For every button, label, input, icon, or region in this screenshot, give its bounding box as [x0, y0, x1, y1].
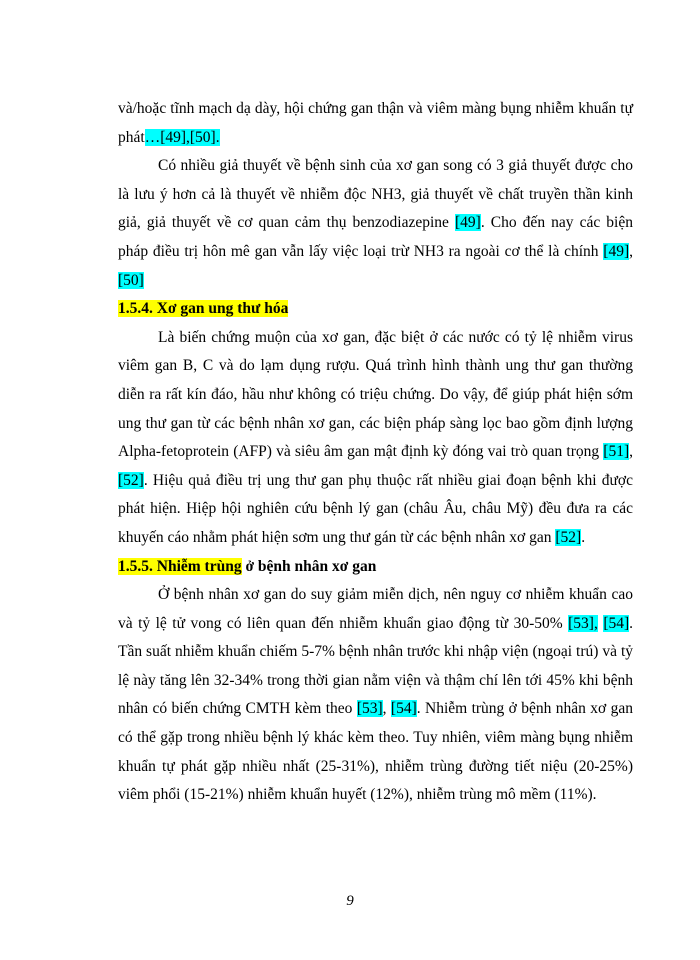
paragraph-text: ,: [382, 700, 391, 718]
citation: [51]: [603, 443, 630, 461]
paragraph-text: Là biến chứng muộn của xơ gan, đặc biệt ở các nước có tỷ lệ nhiễm virus viêm gan B, C và do lạm dụng rượu. Quá trình hình thành ung thư gan thường diễn ra rất kín đáo, hầu như không có triệu chứng. Do vậy, để giúp phát hiện sớm ung thư gan từ các bệnh nhân xơ gan, các biện pháp sàng lọc bao gồm định lượng Alpha-fetoprotein (AFP) và siêu âm gan mật định kỳ đóng vai trò quan trọng: [118, 328, 633, 461]
citation: [54]: [603, 614, 630, 632]
paragraph-text: Ở bệnh nhân xơ gan do suy giảm miễn dịch, nên nguy cơ nhiễm khuẩn cao và tỷ lệ tử vong có liên quan đến nhiễm khuẩn giao động từ 30-50%: [118, 586, 633, 632]
citation: [53],: [568, 614, 598, 632]
paragraph-text: ,: [629, 443, 633, 461]
citation: [53]: [356, 700, 383, 718]
section-heading-1-5-5: [118, 553, 633, 582]
citation: [49]: [455, 214, 481, 232]
citation: [52]: [118, 471, 144, 489]
paragraph-text: Có nhiều giả thuyết về bệnh sinh của xơ gan song có 3 giả thuyết được cho là lưu ý hơn cả là thuyết về nhiễm độc NH3, giả thuyết về chất truyền thần kinh giả, giả thuyết về cơ quan cảm thụ benzodiazepine: [118, 157, 633, 232]
paragraph-text: . Tần suất nhiễm khuẩn chiếm 5-7% bệnh nhân trước khi nhập viện (ngoại trú) và tỷ lệ này tăng lên 32-34% trong thời gian nằm viện và thậm chí lên tới 45% khi bệnh nhân có biến chứng CMTH kèm theo: [118, 614, 634, 718]
citation: [54]: [390, 700, 417, 718]
page-number: 9: [346, 893, 354, 909]
heading-text-highlighted: 1.5.5. Nhiễm trùng: [118, 557, 242, 575]
citation: [52]: [555, 528, 582, 546]
paragraph-text: . Nhiễm trùng ở bệnh nhân xơ gan có thể gặp trong nhiều bệnh lý khác kèm theo. Tuy nhiên, viêm màng bụng nhiễm khuẩn tự phát gặp nhiều nhất (25-31%), nhiễm trùng đường tiết niệu (20-25%) viêm phổi (15-21%) nhiễm khuẩn huyết (12%), nhiễm trùng mô mềm (11%).: [118, 700, 634, 804]
heading-text: 1.5.4. Xơ gan ung thư hóa: [118, 300, 289, 318]
paragraph-text: . Cho đến nay các biện pháp điều trị hôn mê gan vẫn lấy việc loại trừ NH3 ra ngoài cơ thể là chính: [118, 214, 633, 260]
paragraph-text: . Hiệu quả điều trị ung thư gan phụ thuộc rất nhiều giai đoạn bệnh khi được phát hiện. Hiệp hội nghiên cứu bệnh lý gan (châu Âu, châu Mỹ) đều đưa ra các khuyến cáo nhằm phát hiện sơm ung thư gán từ các bệnh nhân xơ gan: [118, 471, 633, 546]
citation: [49]: [603, 242, 630, 260]
paragraph-text: .: [581, 528, 586, 546]
page-body: [118, 95, 633, 810]
citation: …[49],[50].: [144, 128, 220, 146]
citation: [50]: [118, 271, 144, 289]
paragraph-infection: [118, 581, 633, 810]
paragraph-pathogenesis: [118, 152, 633, 295]
paragraph-cancer: [118, 324, 633, 553]
paragraph-text: và/hoặc tĩnh mạch dạ dày, hội chứng gan thận và viêm màng bụng nhiễm khuẩn tự phát: [118, 100, 633, 146]
paragraph-complications-continued: [118, 95, 633, 152]
paragraph-text: ,: [629, 242, 633, 260]
heading-text: ở bệnh nhân xơ gan: [241, 557, 377, 575]
section-heading-1-5-4: [118, 295, 633, 324]
